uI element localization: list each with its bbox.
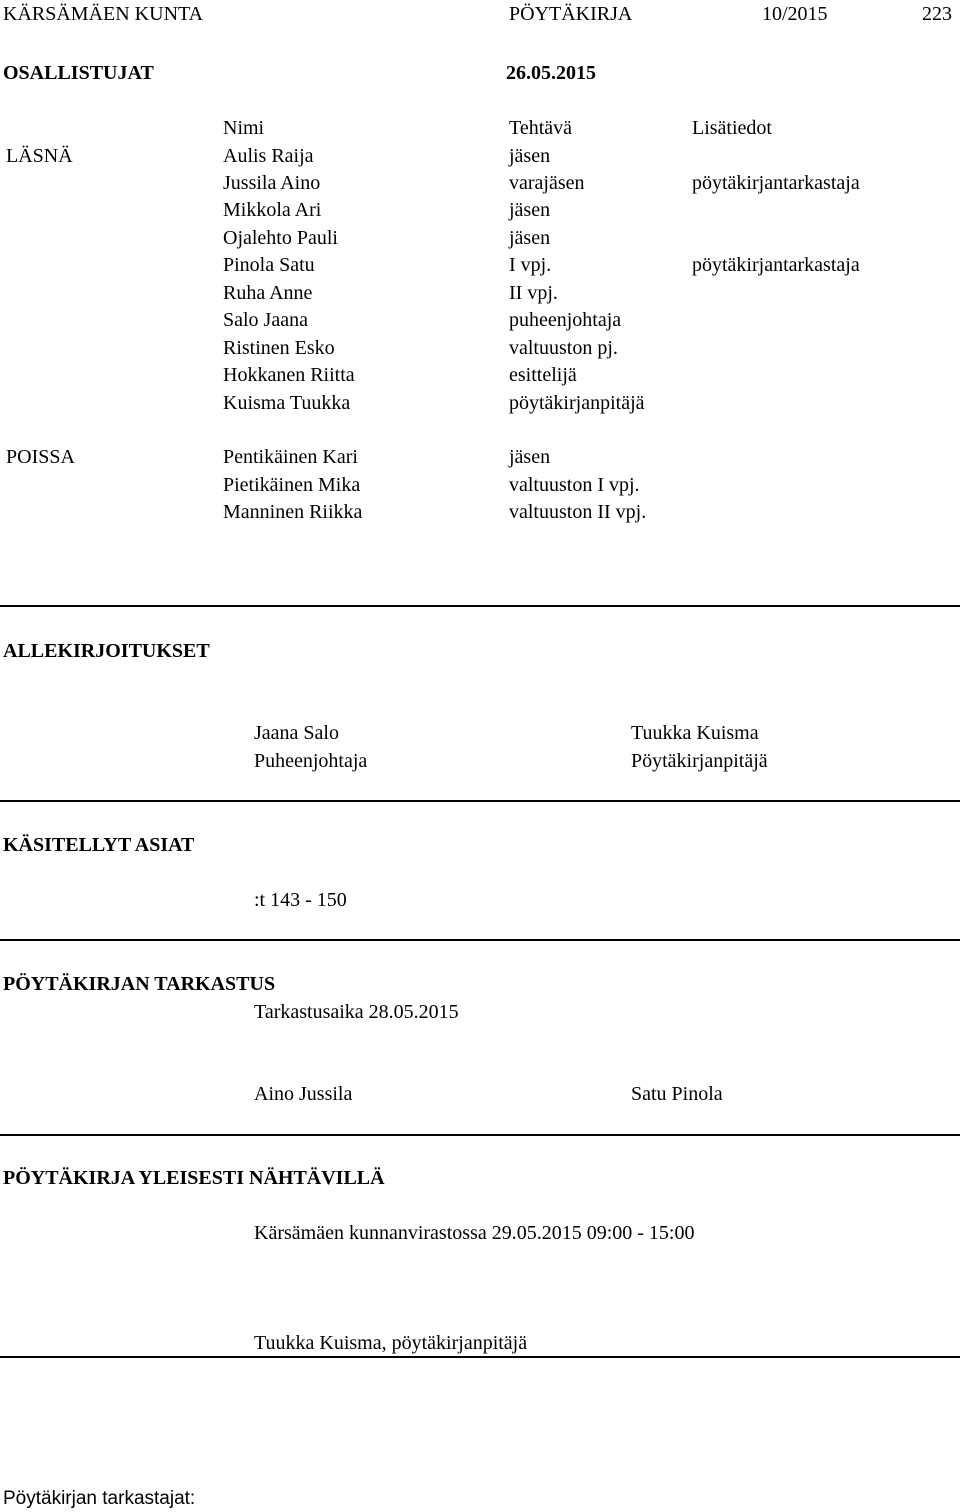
divider bbox=[0, 1356, 960, 1358]
public-title: PÖYTÄKIRJA YLEISESTI NÄHTÄVILLÄ bbox=[3, 1167, 385, 1189]
municipality-name: KÄRSÄMÄEN KUNTA bbox=[3, 3, 204, 25]
participant-name: Ristinen Esko bbox=[223, 337, 335, 359]
document-number: 10/2015 bbox=[762, 3, 828, 25]
reviewer-1: Aino Jussila bbox=[254, 1083, 353, 1105]
participant-role: puheenjohtaja bbox=[509, 309, 622, 331]
participant-role: I vpj. bbox=[509, 254, 552, 276]
participant-name: Pentikäinen Kari bbox=[223, 446, 358, 468]
participant-name: Jussila Aino bbox=[223, 172, 321, 194]
absent-label: POISSA bbox=[6, 446, 75, 468]
participant-name: Salo Jaana bbox=[223, 309, 308, 331]
participant-info: pöytäkirjantarkastaja bbox=[692, 172, 860, 194]
participants-title: OSALLISTUJAT bbox=[3, 62, 154, 84]
participant-role: II vpj. bbox=[509, 282, 558, 304]
present-label: LÄSNÄ bbox=[6, 145, 73, 167]
participant-info: pöytäkirjantarkastaja bbox=[692, 254, 860, 276]
participant-name: Ruha Anne bbox=[223, 282, 313, 304]
participant-role: esittelijä bbox=[509, 364, 577, 386]
participant-role: varajäsen bbox=[509, 172, 585, 194]
document-type: PÖYTÄKIRJA bbox=[509, 3, 633, 25]
participant-name: Ojalehto Pauli bbox=[223, 227, 338, 249]
participant-name: Manninen Riikka bbox=[223, 501, 363, 523]
public-signer: Tuukka Kuisma, pöytäkirjanpitäjä bbox=[254, 1332, 528, 1354]
participant-role: pöytäkirjanpitäjä bbox=[509, 392, 645, 414]
meeting-date: 26.05.2015 bbox=[506, 62, 596, 84]
signatures-title: ALLEKIRJOITUKSET bbox=[3, 640, 210, 662]
participant-name: Aulis Raija bbox=[223, 145, 314, 167]
participant-name: Mikkola Ari bbox=[223, 199, 322, 221]
divider bbox=[0, 800, 960, 802]
participant-name: Pinola Satu bbox=[223, 254, 315, 276]
participant-role: jäsen bbox=[509, 227, 551, 249]
secretary-title: Pöytäkirjanpitäjä bbox=[631, 750, 768, 772]
participant-role: jäsen bbox=[509, 199, 551, 221]
participant-name: Pietikäinen Mika bbox=[223, 474, 361, 496]
participant-role: valtuuston I vpj. bbox=[509, 474, 640, 496]
participant-role: valtuuston pj. bbox=[509, 337, 618, 359]
participant-name: Kuisma Tuukka bbox=[223, 392, 351, 414]
items-range: :t 143 - 150 bbox=[254, 889, 347, 911]
divider bbox=[0, 939, 960, 941]
review-time: Tarkastusaika 28.05.2015 bbox=[254, 1001, 459, 1023]
participant-role: jäsen bbox=[509, 145, 551, 167]
secretary-name: Tuukka Kuisma bbox=[631, 722, 759, 744]
review-title: PÖYTÄKIRJAN TARKASTUS bbox=[3, 973, 276, 995]
column-header-name: Nimi bbox=[223, 117, 265, 139]
public-place-time: Kärsämäen kunnanvirastossa 29.05.2015 09:00 - 15:00 bbox=[254, 1222, 695, 1244]
reviewer-2: Satu Pinola bbox=[631, 1083, 723, 1105]
participant-role: valtuuston II vpj. bbox=[509, 501, 647, 523]
participant-name: Hokkanen Riitta bbox=[223, 364, 355, 386]
chair-name: Jaana Salo bbox=[254, 722, 339, 744]
chair-title: Puheenjohtaja bbox=[254, 750, 368, 772]
reviewers-label: Pöytäkirjan tarkastajat: bbox=[3, 1488, 196, 1509]
participant-role: jäsen bbox=[509, 446, 551, 468]
items-title: KÄSITELLYT ASIAT bbox=[3, 834, 195, 856]
divider bbox=[0, 1134, 960, 1136]
column-header-info: Lisätiedot bbox=[692, 117, 772, 139]
divider bbox=[0, 605, 960, 607]
page-number: 223 bbox=[922, 3, 952, 25]
column-header-role: Tehtävä bbox=[509, 117, 573, 139]
